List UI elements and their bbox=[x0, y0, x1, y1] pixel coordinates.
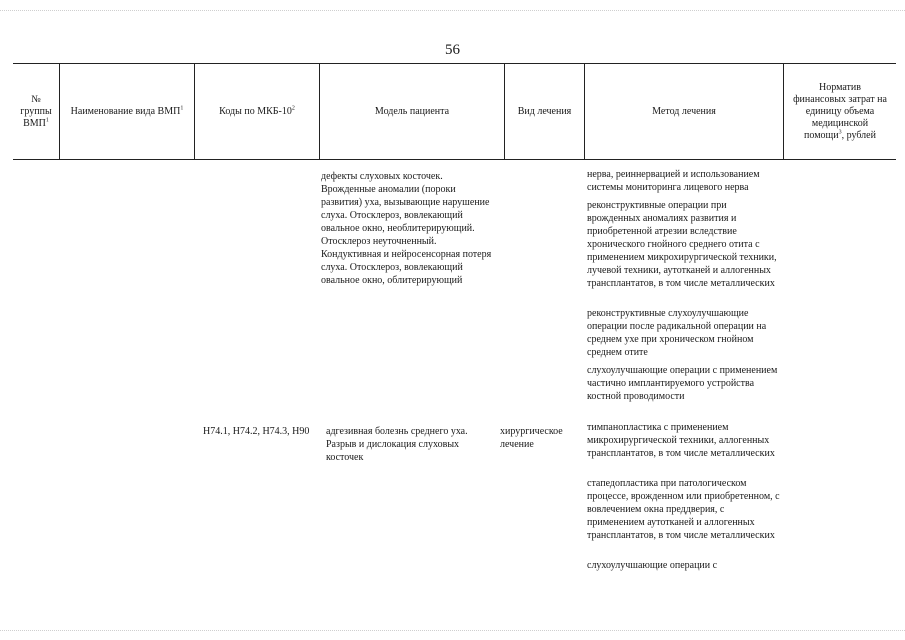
method-item: реконструктивные слухоулучшающие операции после радикальной операции на среднем ухе при хроническом гнойном среднем отите bbox=[587, 308, 767, 358]
method-item: стапедопластика при патологическом процессе, врожденном или приобретенном, с вовлечением окна преддверия, с применением аутотканей и аллогенных трансплантатов, в том числе металлических bbox=[587, 478, 780, 541]
header-vmp-name-label: Наименование вида ВМП bbox=[70, 105, 181, 117]
method-item: нерва, реиннервацией и использованием системы мониторинга лицевого нерва bbox=[587, 169, 760, 193]
patient-model-cell: адгезивная болезнь среднего уха. Разрыв и дислокация слуховых косточек bbox=[326, 426, 468, 463]
footnote-mark: 1 bbox=[45, 117, 49, 124]
header-treatment-method-label: Метод лечения bbox=[652, 105, 716, 117]
header-norm-cost bbox=[784, 64, 896, 159]
header-norm-cost-label: Норматив финансовых затрат на единицу объема медицинской помощи bbox=[793, 81, 887, 141]
patient-model-cell: дефекты слуховых косточек. Врожденные аномалии (пороки развития) уха, вызывающие нарушение слуха. Отосклероз, вовлекающий овальное окно, необлитерирующий. Отосклероз неуточненный. Кондуктивная и нейросенсорная потеря слуха. Отосклероз, вовлекающий овальное окно, облитерирующий bbox=[321, 171, 492, 286]
method-item: слухоулучшающие операции с применением частично имплантируемого устройства костной проводимости bbox=[587, 365, 778, 402]
header-group-no bbox=[13, 64, 59, 159]
header-treatment-type-label: Вид лечения bbox=[517, 105, 572, 117]
header-treatment-type bbox=[505, 64, 584, 159]
header-group-no-label: № группы ВМП bbox=[20, 93, 52, 129]
footnote-mark: 2 bbox=[291, 105, 295, 112]
icd-codes-cell: H74.1, H74.2, H74.3, H90 bbox=[203, 426, 310, 437]
treatment-type-cell: хирургическое лечение bbox=[500, 426, 563, 450]
method-item: реконструктивные операции при врожденных аномалиях развития и приобретенной атрезии вследствие хронического гнойного среднего отита с применением микрохирургической техники, лучевой техники, аутотканей и аллогенных трансплантатов, в том числе металлических bbox=[587, 200, 777, 289]
header-icd-codes bbox=[195, 64, 319, 159]
header-treatment-method bbox=[585, 64, 783, 159]
method-item: тимпанопластика с применением микрохирургической техники, аллогенных трансплантатов, в том числе металлических bbox=[587, 422, 775, 459]
footnote-mark: 3 bbox=[838, 129, 842, 136]
scan-noise-top bbox=[0, 10, 905, 12]
header-norm-cost-unit: , рублей bbox=[841, 129, 876, 141]
scan-noise-bottom bbox=[0, 630, 905, 632]
header-patient-model bbox=[320, 64, 504, 159]
method-item: слухоулучшающие операции с bbox=[587, 560, 718, 571]
footnote-mark: 1 bbox=[180, 105, 184, 112]
header-vmp-name bbox=[60, 64, 194, 159]
table-header bbox=[13, 63, 896, 160]
header-icd-codes-label: Коды по МКБ-10 bbox=[219, 105, 292, 117]
header-patient-model-label: Модель пациента bbox=[374, 105, 450, 117]
page-number: 56 bbox=[445, 42, 460, 58]
